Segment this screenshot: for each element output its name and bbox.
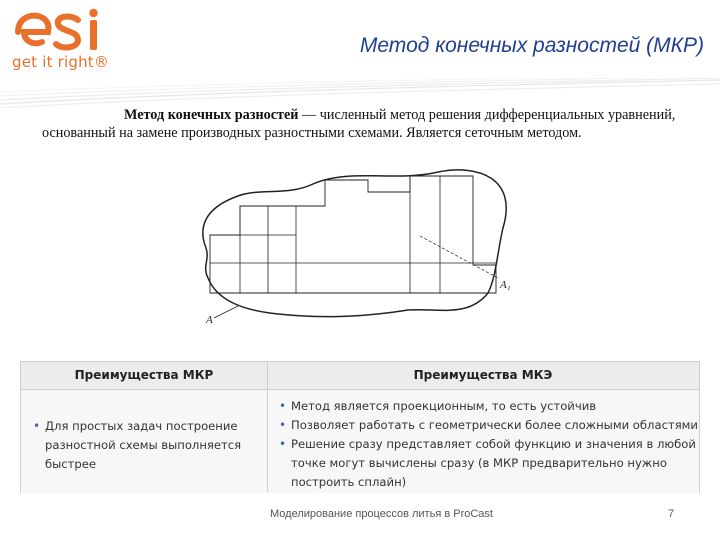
intro-term: Метод конечных разностей <box>124 107 299 123</box>
header-mke: Преимущества МКЭ <box>413 368 553 382</box>
intro-text: — численный метод решения дифференциальных уравнений, основанный на замене производных разностными схемами. Является сеточным методом. <box>42 107 676 141</box>
header-mkr: Преимущества МКР <box>74 368 214 382</box>
grid-verticals <box>240 176 440 293</box>
table-body <box>21 390 699 493</box>
mke-advantages-list <box>279 397 699 492</box>
table-header <box>21 362 699 390</box>
leader-a1 <box>420 236 498 278</box>
header-stripes <box>0 78 720 108</box>
list-item: • Для простых задач построение разностной схемы выполняется быстрее <box>33 417 259 474</box>
intro-paragraph <box>42 106 682 142</box>
mkr-advantages-list <box>33 417 259 474</box>
page-title: Метод конечных разностей (МКР) <box>359 34 704 57</box>
grid-horizontals <box>210 235 496 263</box>
esi-logo <box>12 8 112 54</box>
logo-tagline: get it right® <box>12 53 110 71</box>
footer-text: Моделирование процессов литья в ProCast <box>270 508 493 520</box>
list-item: • Позволяет работать с геометрически более сложными областями <box>279 416 699 435</box>
label-a1: A₁ <box>500 279 511 291</box>
column-divider <box>267 362 268 492</box>
leader-a <box>214 306 238 318</box>
label-a: A <box>206 314 213 326</box>
comparison-table <box>20 361 700 493</box>
domain-boundary <box>203 170 506 317</box>
list-item: • Решение сразу представляет собой функцию и значения в любой точке могут вычислены сразу (в МКР предварительно нужно построить сплайн) <box>279 435 699 492</box>
fdm-grid-diagram <box>198 168 528 328</box>
list-item: • Метод является проекционным, то есть устойчив <box>279 397 699 416</box>
page-number: 7 <box>668 508 675 520</box>
